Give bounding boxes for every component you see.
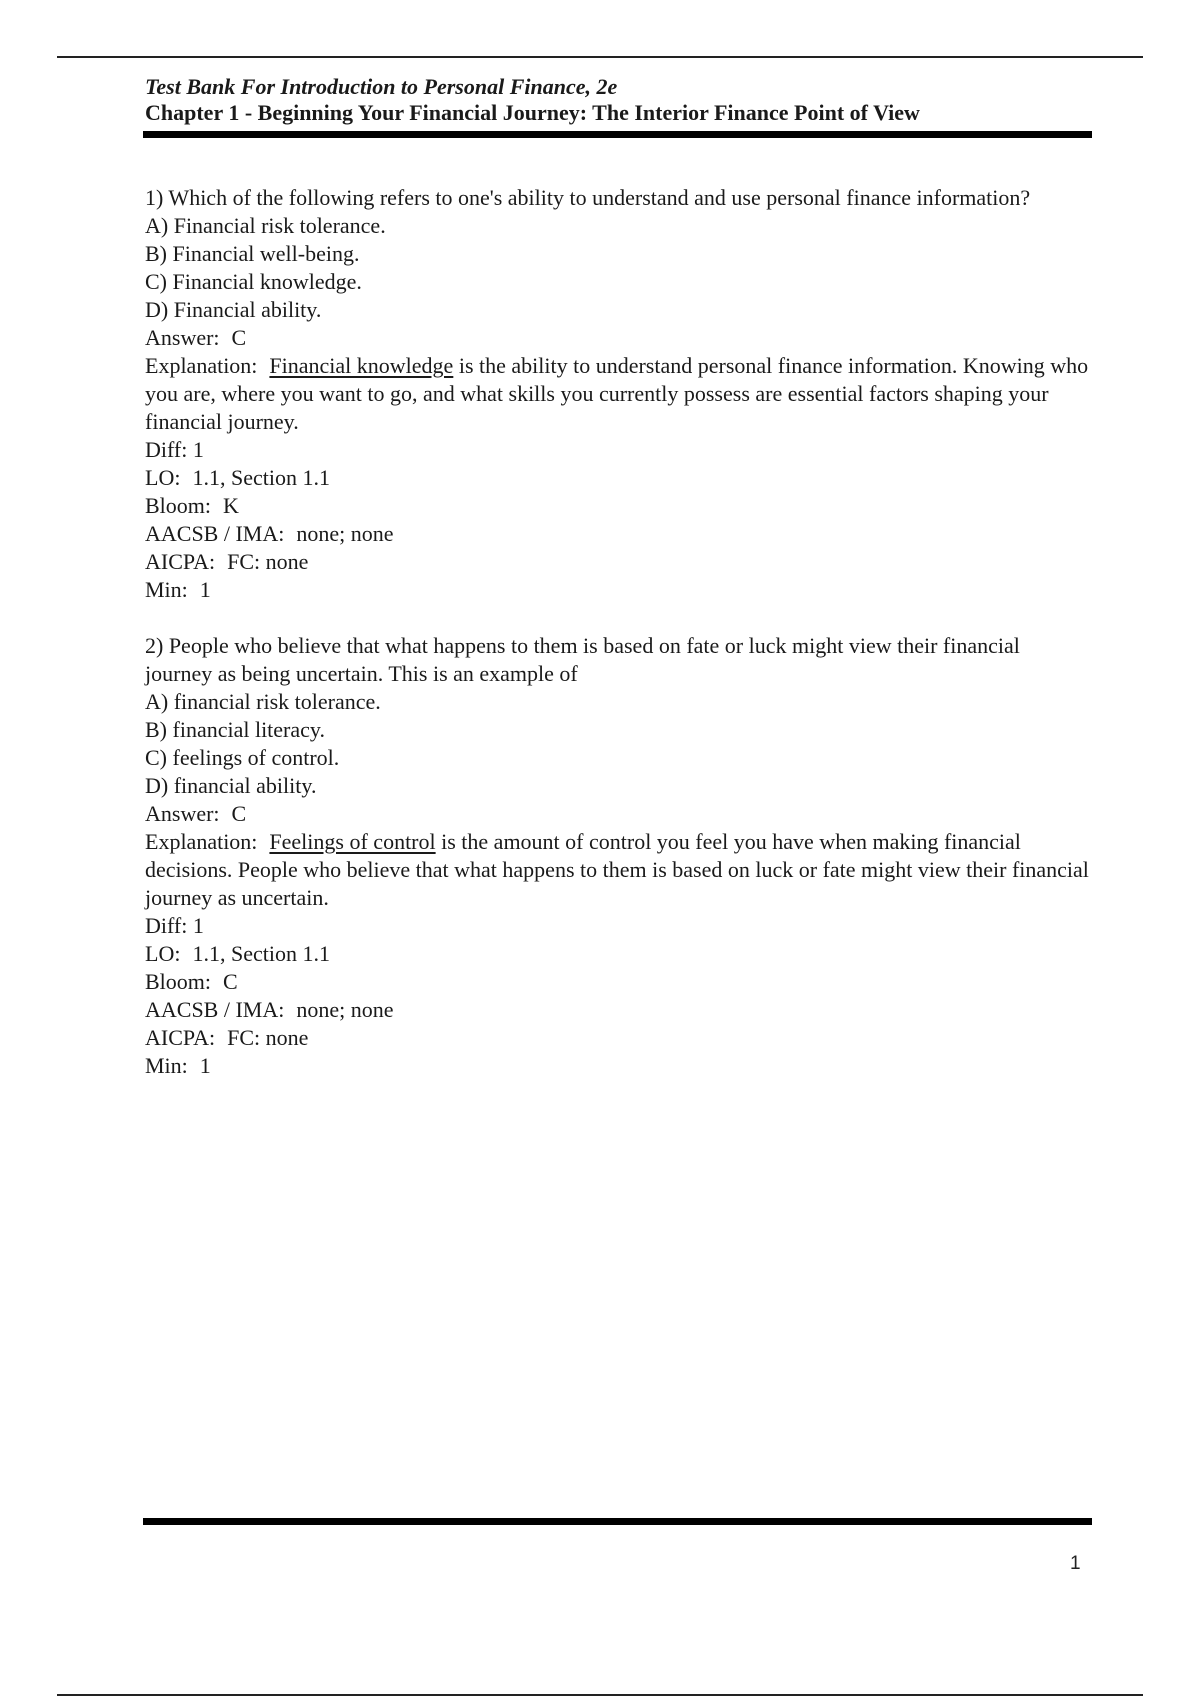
question-1 [145,184,1090,604]
explanation-term: Financial knowledge [269,353,454,378]
explanation-term: Feelings of control [269,829,436,854]
aicpa-value: FC: none [227,1025,309,1050]
bloom-line [145,968,1090,996]
aacsb-label: AACSB / IMA: [145,521,285,546]
answer-line [145,324,1090,352]
aacsb-value: none; none [296,997,394,1022]
lo-label: LO: [145,941,181,966]
question-stem: 2) People who believe that what happens to them is based on fate or luck might view their financial journey as being uncertain. This is an example of [145,633,1020,686]
option-c: C) Financial knowledge. [145,269,362,294]
lo-label: LO: [145,465,181,490]
explanation-label: Explanation: [145,353,258,378]
min-line [145,1052,1090,1080]
option-d: D) financial ability. [145,773,317,798]
min-value: 1 [199,577,211,602]
explanation-text: is the amount of control you feel you have when making financial decisions. People who believe that what happens to them is based on luck or fate might view their financial journey as uncertain. [145,829,1089,910]
diff-line: Diff: 1 [145,913,204,938]
chapter-title: Chapter 1 - Beginning Your Financial Journey: The Interior Finance Point of View [145,100,920,125]
lo-value: 1.1, Section 1.1 [192,465,330,490]
book-title: Test Bank For Introduction to Personal Finance, 2e [145,74,618,99]
aacsb-label: AACSB / IMA: [145,997,285,1022]
explanation-text: is the ability to understand personal finance information. Knowing who you are, where you want to go, and what skills you currently possess are essential factors shaping your financial journey. [145,353,1089,434]
aicpa-value: FC: none [227,549,309,574]
footer-rule [143,1518,1092,1525]
page-bottom-border [57,1694,1143,1696]
min-label: Min: [145,577,188,602]
min-value: 1 [199,1053,211,1078]
lo-line [145,940,1090,968]
option-d: D) Financial ability. [145,297,322,322]
lo-line [145,464,1090,492]
questions-content [145,184,1090,1108]
aicpa-label: AICPA: [145,1025,216,1050]
header-rule [143,131,1092,138]
option-b: B) financial literacy. [145,717,325,742]
explanation [145,352,1090,436]
bloom-value: K [223,493,239,518]
diff-line: Diff: 1 [145,437,204,462]
answer-label: Answer: [145,325,220,350]
aacsb-line [145,520,1090,548]
aacsb-value: none; none [296,521,394,546]
option-c: C) feelings of control. [145,745,340,770]
page-top-border [57,56,1143,58]
option-a: A) Financial risk tolerance. [145,213,386,238]
bloom-label: Bloom: [145,493,212,518]
answer-value: C [231,801,247,826]
aicpa-line [145,548,1090,576]
aicpa-line [145,1024,1090,1052]
bloom-line [145,492,1090,520]
min-line [145,576,1090,604]
lo-value: 1.1, Section 1.1 [192,941,330,966]
page-number: 1 [1070,1553,1081,1574]
answer-line [145,800,1090,828]
explanation [145,828,1090,912]
explanation-label: Explanation: [145,829,258,854]
question-2 [145,632,1090,1080]
aicpa-label: AICPA: [145,549,216,574]
bloom-label: Bloom: [145,969,212,994]
bloom-value: C [223,969,238,994]
answer-value: C [231,325,247,350]
option-a: A) financial risk tolerance. [145,689,381,714]
min-label: Min: [145,1053,188,1078]
page-header [145,74,1095,126]
question-stem: 1) Which of the following refers to one's ability to understand and use personal finance information? [145,185,1031,210]
answer-label: Answer: [145,801,220,826]
aacsb-line [145,996,1090,1024]
option-b: B) Financial well-being. [145,241,360,266]
